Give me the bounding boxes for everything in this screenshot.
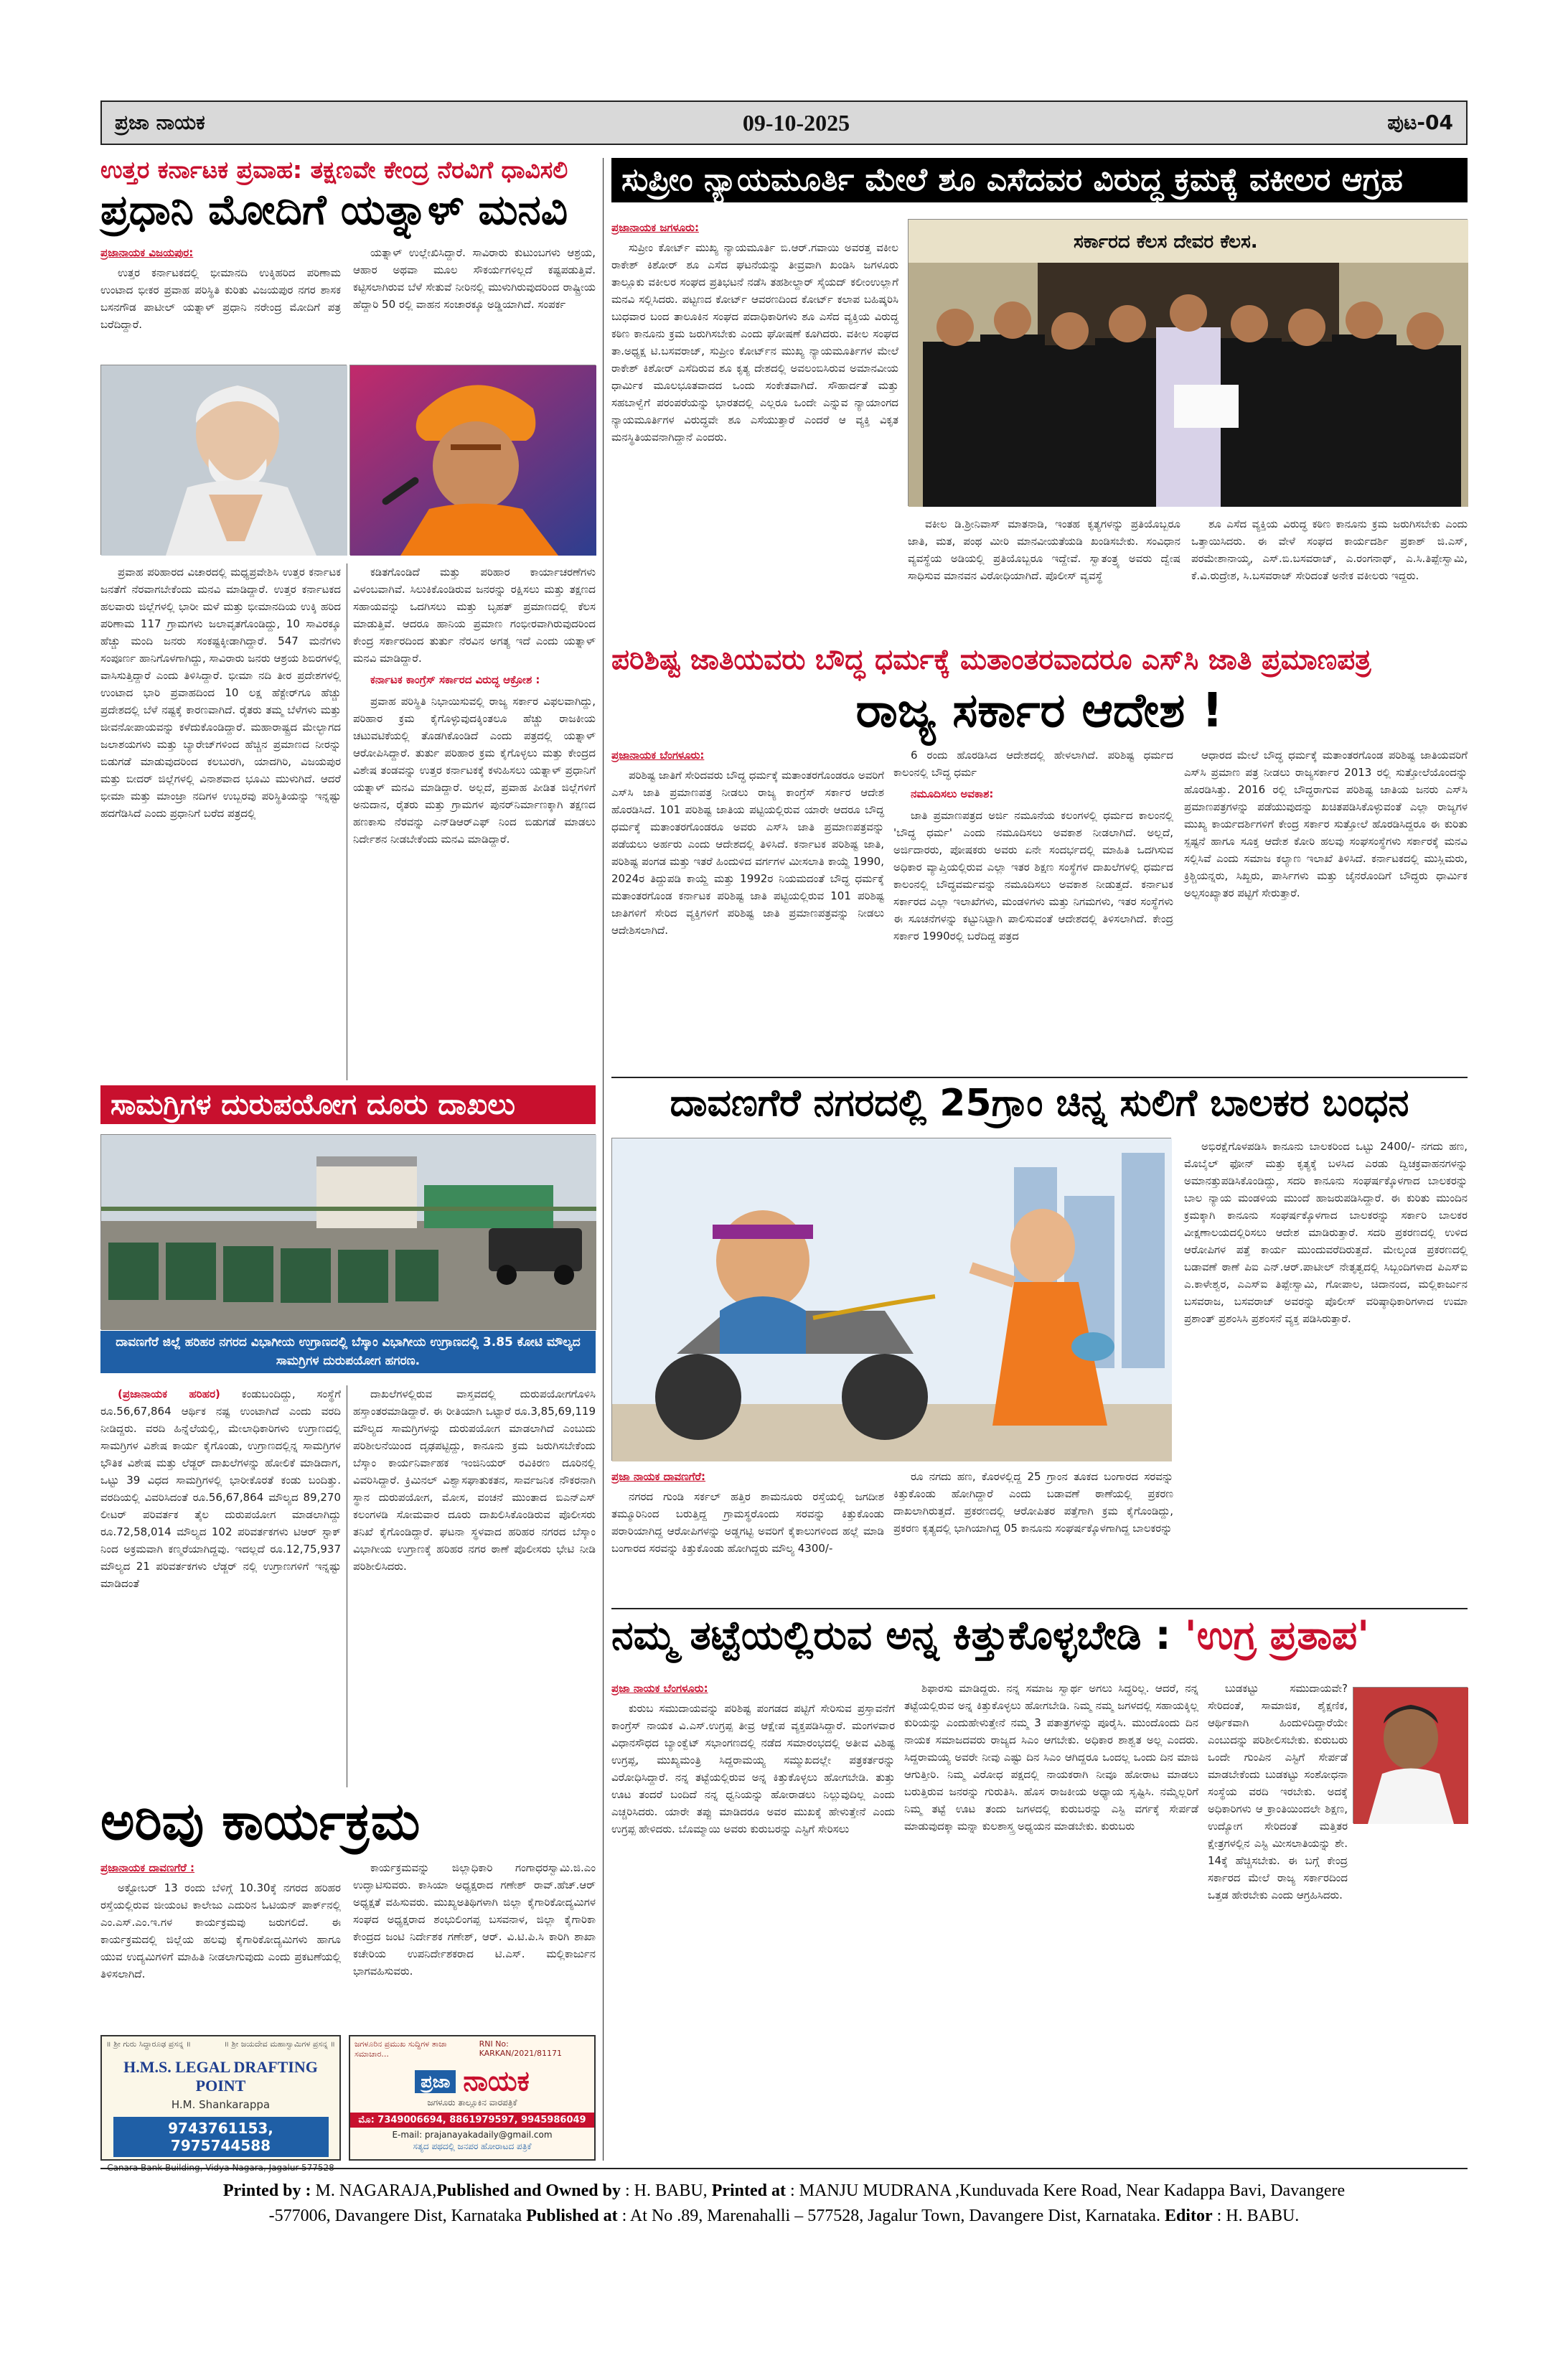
- ugra-quote: 'ಉಗ್ರ ಪ್ರತಾಪ': [1184, 1612, 1370, 1658]
- legal-ad-name: H.M.S. LEGAL DRAFTING POINT: [123, 2058, 318, 2095]
- court-col1-text: ಸುಪ್ರೀಂ ಕೋರ್ಟ್ ಮುಖ್ಯ ನ್ಯಾಯಮೂರ್ತಿ ಬಿ.ಆರ್.ಗವಾಯಿ ಅವರತ್ತ ವಕೀಲ ರಾಕೇಶ್ ಕಿಶೋರ್ ಶೂ ಎಸೆದ ಘಟನೆಯನ್ನು ತೀವ್ರವಾಗಿ ಖಂಡಿಸಿ ಜಗಳೂರು ತಾಲ್ಲೂಕು ವಕೀಲರ ಸಂಘದ ಪ್ರತಿಭಟನೆ ನಡೆಸಿ ತಹಶೀಲ್ದಾರ್ ಸೈಯದ್ ಕಲೀಂಉಲ್ಲಾಗೆ ಮನವಿ ಸಲ್ಲಿಸಿದರು. ಪಟ್ಟಣದ ಕೋರ್ಟ್ ಆವರಣದಿಂದ ಕೋರ್ಟ್ ಕಲಾಪ ಬಹಿಷ್ಕರಿಸಿ ಬುಧವಾರ ಬಂದ ತಾಲೂಕಿನ ಸಂಘದ ಪದಾಧಿಕಾರಿಗಳು ಶೂ ಎಸೆದ ವ್ಯಕ್ತಿಯ ವಿರುದ್ಧ ಕಠಿಣ ಕಾನೂನು ಕ್ರಮ ಜರುಗಿಸಬೇಕು ಎಂದು ಘೋಷಣೆ ಕೂಗಿದರು. ವಕೀಲ ಸಂಘದ ತಾ.ಅಧ್ಯಕ್ಷ ಟಿ.ಬಸವರಾಜ್, ಸುಪ್ರೀಂ ಕೋರ್ಟ್‌ನ ಮುಖ್ಯ ನ್ಯಾಯಮೂರ್ತಿಗಳ ಮೇಲೆ ರಾಕೇಶ್ ಕಿಶೋರ್ ಎಸೆದಿರುವ ಶೂ ಕೃತ್ಯ ದೇಶದಲ್ಲಿ ಅವಲಂಬಿಸಿರುವ ಅಮಾನವೀಯ ಧಾರ್ಮಿಕ ಮೂಲಭೂತವಾದದ ಒಂದು ಸಂಕೇತವಾಗಿದೆ. ಸೌಹಾರ್ದತೆ ಮತ್ತು ಸಹಬಾಳ್ವೆಗೆ ಪರಂಪರೆಯನ್ನು ಭಾರತದಲ್ಲಿ ಎಲ್ಲರೂ ಒಂದೇ ಎನ್ನುವ ನ್ಯಾಯಾಂಗದ ನ್ಯಾಯಮೂರ್ತಿಗಳ ವಿರುದ್ಧವೇ ಶೂ ಎಸೆಯುತ್ತಾರೆ ಎಂದರೆ ಆ ವ್ಯಕ್ತಿ ವಿಕೃತ ಮನಸ್ಥಿತಿಯವನಾಗಿದ್ದಾನೆ ಎಂದರು.: [611, 241, 898, 444]
- issue-date: 09-10-2025: [742, 109, 850, 136]
- court-col1: [611, 219, 898, 635]
- sc-col1-text: ಪರಿಶಿಷ್ಟ ಜಾತಿಗೆ ಸೇರಿದವರು ಬೌದ್ಧ ಧರ್ಮಕ್ಕೆ ಮತಾಂತರಗೊಂಡರೂ ಅವರಿಗೆ ಎಸ್‌ಸಿ ಜಾತಿ ಪ್ರಮಾಣಪತ್ರ ನೀಡಲು ರಾಜ್ಯ ಕಾಂಗ್ರೆಸ್ ಸರ್ಕಾರ ಆದೇಶ ಹೊರಡಿಸಿದೆ. 101 ಪರಿಶಿಷ್ಟ ಜಾತಿಯ ಪಟ್ಟಿಯಲ್ಲಿರುವ ಯಾರೇ ಆದರೂ ಬೌದ್ಧ ಧರ್ಮಕ್ಕೆ ಮತಾಂತರಗೊಂಡರೂ ಅವರು ಎಸ್‌ಸಿ ಜಾತಿ ಪ್ರಮಾಣಪತ್ರವನ್ನು ಪಡೆಯಲು ಅರ್ಹರು ಎಂದು ಆದೇಶದಲ್ಲಿ ತಿಳಿಸಿದೆ. ಕರ್ನಾಟಕ ಪರಿಶಿಷ್ಟ ಜಾತಿ, ಪರಿಶಿಷ್ಟ ಪಂಗಡ ಮತ್ತು ಇತರೆ ಹಿಂದುಳಿದ ವರ್ಗಗಳ ಮೀಸಲಾತಿ ಕಾಯ್ದೆ 1990, 2024ರ ತಿದ್ದುಪಡಿ ಕಾಯ್ದೆ ಮತ್ತು 1992ರ ನಿಯಮದಂತೆ ಬೌದ್ಧ ಧರ್ಮಕ್ಕೆ ಮತಾಂತರಗೊಂಡ ಕರ್ನಾಟಕ ಪರಿಶಿಷ್ಟ ಜಾತಿ ಪಟ್ಟಿಯಲ್ಲಿರುವ 101 ಪರಿಶಿಷ್ಟ ಜಾತಿಗಳಿಗೆ ಸೇರಿದ ವ್ಯಕ್ತಿಗಳಿಗೆ ಪರಿಶಿಷ್ಟ ಜಾತಿ ಪ್ರಮಾಣಪತ್ರವನ್ನು ನೀಡಲು ಆದೇಶಿಸಲಾಗಿದೆ.: [611, 769, 884, 937]
- modi-col1: [100, 244, 341, 359]
- misuse-col2: [353, 1385, 596, 1787]
- legal-ad: [100, 2035, 341, 2161]
- warehouse-caption: ದಾವಣಗೆರೆ ಜಿಲ್ಲೆ ಹರಿಹರ ನಗರದ ವಿಭಾಗೀಯ ಉಗ್ರಾಣದಲ್ಲಿ ಬೆಸ್ಕಾಂ ವಿಭಾಗೀಯ ಉಗ್ರಾಣದಲ್ಲಿ 3.85 ಕೋಟಿ ಮೌಲ್ಯದ ಸಾಮಗ್ರಿಗಳ ದುರುಪಯೋಗ ಹಗರಣ.: [100, 1331, 596, 1373]
- chain-byline: ಪ್ರಜಾ ನಾಯಕ ದಾವಣಗೆರೆ:: [611, 1470, 706, 1483]
- section-rule: [611, 1608, 1468, 1609]
- imprint-office: : At No .89, Marenahalli – 577528, Jagalur Town, Davangere Dist, Karnataka.: [617, 2206, 1165, 2225]
- misuse-col1-text: ಕಂಡುಬಂದಿದ್ದು, ಸಂಸ್ಥೆಗೆ ರೂ.56,67,864 ಆರ್ಥಿಕ ನಷ್ಟ ಉಂಟಾಗಿದೆ ಎಂದು ವರದಿ ನೀಡಿದ್ದರು. ವರದಿ ಹಿನ್ನೆಲೆಯಲ್ಲಿ, ಮೇಲಾಧಿಕಾರಿಗಳು ಉಗ್ರಾಣದಲ್ಲಿ ಸಾಮಗ್ರಿಗಳ ವಿಶೇಷ ಕಾರ್ಯ ಕೈಗೊಂಡು, ಉಗ್ರಾಣದಲ್ಲಿನ್ನ ಸಾಮಗ್ರಿಗಳ ಭೌತಿಕ ವಿಶೇಷ ಮತ್ತು ಲೆಡ್ಜರ್ ದಾಖಲೆಗಳನ್ನು ಹೋಲಿಕೆ ಮಾಡಿದಾಗ, ಒಟ್ಟು 39 ವಿಧದ ಸಾಮಗ್ರಿಗಳಲ್ಲಿ ಭಾರೀಕೊರತೆ ಕಂಡು ಬಂದಿತ್ತು. ವರದಿಯಲ್ಲಿ ವಿವರಿಸಿದಂತೆ ರೂ.56,67,864 ಮೌಲ್ಯದ 89,270 ಲೀಟರ್ ಪರಿವರ್ತಕ ತೈಲ ದುರುಪಯೋಗ ಮಾಡಲಾಗಿದ್ದು ರೂ.72,58,014 ಮೌಲ್ಯದ 102 ಪರಿವರ್ತಕಗಳು ಟಿಆರ್ ಸ್ಟಾಕ್ ನಿಂದ ಅಕ್ರಮವಾಗಿ ಕಣ್ಮರೆಯಾಗಿದ್ದವು. ಇದಲ್ಲದೆ ರೂ.12,75,937 ಮೌಲ್ಯದ 21 ಪರಿವರ್ತಕಗಳು ಲೆಡ್ಜರ್ ನಲ್ಲಿ ಉಗ್ರಾಣಗಳಿಗೆ ಇನ್ನಷ್ಟು ಮಾಡಿದಂತೆ: [100, 1388, 341, 1590]
- imprint-press-address: -577006, Davangere Dist, Karnataka: [268, 2206, 527, 2225]
- chain-illustration: [611, 1138, 1171, 1461]
- sc-col2-text: 6 ರಂದು ಹೊರಡಿಸಿದ ಆದೇಶದಲ್ಲಿ ಹೇಳಲಾಗಿದೆ. ಪರಿಶಿಷ್ಟ ಧರ್ಮದ ಕಾಲಂನಲ್ಲಿ ಬೌದ್ಧ ಧರ್ಮ: [893, 749, 1173, 779]
- imprint-press: : MANJU MUDRANA ,Kunduvada Kere Road, Near Kadappa Bavi, Davangere: [786, 2181, 1346, 2200]
- chain-col3-text: ಅಭಿರಕ್ಷೆಗೊಳಪಡಿಸಿ ಕಾನೂನು ಬಾಲಕರಿಂದ ಒಟ್ಟು 2400/- ನಗದು ಹಣ, ಮೊಬೈಲ್ ಫೋನ್ ಮತ್ತು ಕೃತ್ಯಕ್ಕೆ ಬಳಸಿದ ಎರಡು ದ್ವಿಚಕ್ರವಾಹನಗಳನ್ನು ಅಮಾನತ್ತುಪಡಿಸಿಕೊಂಡಿದ್ದು, ಸದರಿ ಕಾನೂನು ಸಂಘರ್ಷಕ್ಕೊಳಗಾದ ಬಾಲಕರನ್ನು ಬಾಲ ನ್ಯಾಯ ಮಂಡಳಿಯ ಮುಂದೆ ಹಾಜರುಪಡಿಸಿದ್ದಾರೆ. ಈ ಕುರಿತು ಮುಂದಿನ ಕ್ರಮಕ್ಕಾಗಿ ಕಾನೂನು ಸಂಘರ್ಷಕ್ಕೊಳಗಾದ ಬಾಲಕರನ್ನು ಸರ್ಕಾರಿ ಬಾಲಕರ ವೀಕ್ಷಣಾಲಯದಲ್ಲಿರಿಸಲು ಆದೇಶ ಮಾಡಿರುತ್ತಾರೆ. ಸದರಿ ಪ್ರಕರಣದಲ್ಲಿ ಉಳಿದ ಆರೋಪಿಗಳ ಪತ್ತೆ ಕಾರ್ಯ ಮುಂದುವರೆದಿರುತ್ತದೆ. ಮೇಲ್ಕಂಡ ಪ್ರಕರಣದಲ್ಲಿ ಬಡಾವಣೆ ಠಾಣೆ ಪಿಐ ಎನ್.ಆರ್.ಪಾಟೀಲ್ ನೇತೃತ್ವದಲ್ಲಿ ಸಿಬ್ಬಂದಿಗಳಾದ ಪಿಎಸ್ಐ ಎ.ಕಾಳೇಶ್ವರ, ಎಎಸ್‌ಐ ತಿಪ್ಪೇಸ್ವಾಮಿ, ಗೋಪಾಲ, ಚಿದಾನಂದ, ಮಲ್ಲಿಕಾರ್ಜುನ ಬಸವರಾಜ, ಬಸವರಾಜ್ ಅವರನ್ನು ಪೊಲೀಸ್ ವರಿಷ್ಠಾಧಿಕಾರಿಗಳಾದ ಉಮಾ ಪ್ರಶಾಂತ್ ಪ್ರಶಂಸಿಸಿ ಪ್ರಶಂಸನೆ ವ್ಯಕ್ತ ಪಡಿಸಿರುತ್ತಾರೆ.: [1184, 1140, 1468, 1325]
- court-col3-text: ಶೂ ಎಸೆದ ವ್ಯಕ್ತಿಯ ವಿರುದ್ಧ ಕಠಿಣ ಕಾನೂನು ಕ್ರಮ ಜರುಗಿಸಬೇಕು ಎಂದು ಒತ್ತಾಯಿಸಿದರು. ಈ ವೇಳೆ ಸಂಘದ ಕಾರ್ಯದರ್ಶಿ ಪ್ರಕಾಶ್ ಜಿ.ಎಸ್, ಪರಮೇಶಾನಾಯ್ಕ, ಎಸ್.ಬಿ.ಬಸವರಾಜ್, ಎ.ರಂಗನಾಥ್, ಎ.ಸಿ.ತಿಪ್ಪೇಸ್ವಾಮಿ, ಕೆ.ವಿ.ರುದ್ರೇಶ, ಸಿ.ಬಸವರಾಜ್ ಸೇರಿದಂತೆ ಅನೇಕ ವಕೀಲರು ಇದ್ದರು.: [1191, 518, 1468, 582]
- paper-ad-sub: ಜಗಳೂರು ತಾಲ್ಲೂಕಿನ ವಾರಪತ್ರಿಕೆ: [427, 2097, 517, 2108]
- sc-byline: ಪ್ರಜಾನಾಯಕ ಬೆಂಗಳೂರು:: [611, 749, 705, 762]
- ugra-headline: ನಮ್ಮ ತಟ್ಟೆಯಲ್ಲಿರುವ ಅನ್ನ ಕಿತ್ತುಕೊಳ್ಳಬೇಡಿ :: [611, 1612, 1171, 1658]
- ugra-col1: [611, 1680, 895, 2153]
- misuse-headline: ಸಾಮಗ್ರಿಗಳ ದುರುಪಯೋಗ ದೂರು ದಾಖಲು: [100, 1085, 596, 1124]
- paper-name: ಪ್ರಜಾ ನಾಯಕ: [115, 111, 205, 134]
- court-col3: [1191, 515, 1468, 637]
- court-col2: [908, 515, 1180, 637]
- paper-ad-email: E-mail: prajanayakadaily@gmail.com: [392, 2130, 553, 2140]
- chain-col1: [611, 1468, 884, 1601]
- modi-byline: ಪ್ರಜಾನಾಯಕ ವಿಜಯಪುರ:: [100, 246, 194, 259]
- chain-col2-text: ರೂ ನಗದು ಹಣ, ಕೊರಳಲ್ಲಿದ್ದ 25 ಗ್ರಾಂನ ತೂಕದ ಬಂಗಾರದ ಸರವನ್ನು ಕಿತ್ತುಕೊಂಡು ಹೋಗಿದ್ದಾರೆ ಎಂದು ಬಡಾವಣೆ ಠಾಣೆಯಲ್ಲಿ ಪ್ರಕರಣ ದಾಖಲಾಗಿರುತ್ತದೆ. ಪ್ರಕರಣದಲ್ಲಿ ಆರೋಪಿತರ ಪತ್ತೆಗಾಗಿ ಕ್ರಮ ಕೈಗೊಂಡಿದ್ದು, ಪ್ರಕರಣ ಕೃತ್ಯದಲ್ಲಿ ಭಾಗಿಯಾಗಿದ್ದ 05 ಕಾನೂನು ಸಂಘರ್ಷಕ್ಕೊಳಗಾಗಿದ್ದ ಬಾಲಕರನ್ನು: [893, 1470, 1173, 1535]
- imprint-printer: M. NAGARAJA,: [315, 2181, 437, 2200]
- sc-kicker: ಪರಿಶಿಷ್ಟ ಜಾತಿಯವರು ಬೌದ್ಧ ಧರ್ಮಕ್ಕೆ ಮತಾಂತರವಾದರೂ ಎಸ್‌ಸಿ ಜಾತಿ ಪ್ರಮಾಣಪತ್ರ: [611, 644, 1371, 676]
- sc-col3-text: ಜಾತಿ ಪ್ರಮಾಣಪತ್ರದ ಅರ್ಜಿ ನಮೂನೆಯ ಕಲಂಗಳಲ್ಲಿ ಧರ್ಮದ ಕಾಲಂನಲ್ಲಿ 'ಬೌದ್ಧ ಧರ್ಮ' ಎಂದು ನಮೂದಿಸಲು ಅವಕಾಶ ನೀಡಲಾಗಿದೆ. ಅಲ್ಲದೆ, ಅರ್ಜಿದಾರರು, ಪೋಷಕರು ಅವರು ಏನೇ ಸಂದರ್ಭದಲ್ಲಿ ಮಾಹಿತಿ ಒದಗಿಸುವ ಅಧಿಕಾರ ವ್ಯಾಪ್ತಿಯಲ್ಲಿರುವ ಎಲ್ಲಾ ಇತರ ಶಿಕ್ಷಣ ಸಂಸ್ಥೆಗಳ ದಾಖಲೆಗಳಲ್ಲಿ ಧರ್ಮದ ಕಾಲಂನಲ್ಲಿ ಬೌದ್ಧವರ್ಮವನ್ನು ನಮೂದಿಸಲು ಅವಕಾಶ ನೀಡುತ್ತದೆ. ಕರ್ನಾಟಕ ಸರ್ಕಾರದ ಎಲ್ಲಾ ಇಲಾಖೆಗಳು, ಮಂಡಳಿಗಳು ಮತ್ತು ನಿಗಮಗಳು, ಇತರ ಸಂಸ್ಥೆಗಳು ಈ ಸೂಚನೆಗಳನ್ನು ಕಟ್ಟುನಿಟ್ಟಾಗಿ ಪಾಲಿಸುವಂತೆ ಆದೇಶದಲ್ಲಿ ತಿಳಿಸಲಾಗಿದೆ. ಕೇಂದ್ರ ಸರ್ಕಾರ 1990ರಲ್ಲಿ ಬರೆದಿದ್ದ ಪತ್ರದ: [893, 809, 1173, 942]
- ugra-col3: [1208, 1680, 1348, 2153]
- paper-ad-footer: ಸತ್ಯದ ಪಥದಲ್ಲಿ ಜನಪರ ಹೋರಾಟದ ಪತ್ರಿಕೆ: [413, 2141, 532, 2151]
- awareness-col1: [100, 1859, 341, 2028]
- photo-sign: ಸರ್ಕಾರದ ಕೆಲಸ ದೇವರ ಕೆಲಸ.: [1074, 231, 1258, 253]
- yatnal-photo: [349, 365, 596, 555]
- newspaper-page: [100, 100, 1468, 2247]
- modi-col3: [100, 563, 341, 1080]
- chain-col1-text: ನಗರದ ಗುಂಡಿ ಸರ್ಕಲ್ ಹತ್ತಿರ ಶಾಮನೂರು ರಸ್ತೆಯಲ್ಲಿ ಜಗದೀಶ ತಮ್ಮೂರಿನಿಂದ ಬರುತ್ತಿದ್ದ ಗ್ರಾಮಸ್ಥರೊಂದು ಸರವನ್ನು ಕಿತ್ತುಕೊಂಡು ಪರಾರಿಯಾಗಿದ್ದ ಆರೋಪಿಗಳನ್ನು ಅಡ್ಡಗಟ್ಟಿ ಅವರಿಗೆ ಕೈಕಾಲುಗಳಿಂದ ಹಲ್ಲೆ ಮಾಡಿ ಬಂಗಾರದ ಸರವನ್ನು ಕಿತ್ತುಕೊಂಡು ಹೋಗಿದ್ದರು ಮೌಲ್ಯ 4300/-: [611, 1490, 884, 1555]
- imprint-printed-at-label: Printed at: [711, 2181, 786, 2200]
- modi-col3-text: ಪ್ರವಾಹ ಪರಿಹಾರದ ವಿಚಾರದಲ್ಲಿ ಮಧ್ಯಪ್ರವೇಶಿಸಿ ಉತ್ತರ ಕರ್ನಾಟಕ ಜನತೆಗೆ ನೆರವಾಗಬೇಕೆಂದು ಮನವಿ ಮಾಡಿದ್ದಾರೆ. ಉತ್ತರ ಕರ್ನಾಟಕದ ಹಲವಾರು ಜಿಲ್ಲೆಗಳಲ್ಲಿ ಭಾರೀ ಮಳೆ ಮತ್ತು ಭೀಮಾನದಿಯ ಉಕ್ಕಿ ಹರಿದ ಪರಿಣಾಮ 117 ಗ್ರಾಮಗಳು ಜಲಾವೃತಗೊಂಡಿದ್ದು, 10 ಸಾವಿರಕ್ಕೂ ಹೆಚ್ಚು ಮಂದಿ ಜನರು ಸಂಕಷ್ಟಕ್ಕೀಡಾಗಿದ್ದಾರೆ. 547 ಮನೆಗಳು ಸಂಪೂರ್ಣ ಹಾನಿಗೊಳಗಾಗಿದ್ದು, ಸಾವಿರಾರು ಜನರು ಆಶ್ರಯ ಶಿಬಿರಗಳಲ್ಲಿ ವಾಸಿಸುತ್ತಿದ್ದಾರೆ ಎಂದು ತಿಳಿಸಿದ್ದಾರೆ. ಭೀಮಾ ನದಿ ತೀರ ಪ್ರದೇಶಗಳಲ್ಲಿ ಉಂಟಾದ ಭಾರಿ ಪ್ರವಾಹದಿಂದ 10 ಲಕ್ಷ ಹೆಕ್ಟೇರ್‌ಗೂ ಹೆಚ್ಚು ಪ್ರದೇಶದಲ್ಲಿ ಬೆಳೆ ನಷ್ಟಕ್ಕೆ ಕಾರಣವಾಗಿದೆ. ರೈತರು ತಮ್ಮ ಬೆಳೆಗಳು ಮತ್ತು ಜೀವನೋಪಾಯವನ್ನು ಕಳೆದುಕೊಂಡಿದ್ದಾರೆ. ಮಹಾರಾಷ್ಟ್ರದ ಮೇಲ್ಭಾಗದ ಜಲಾಶಯಗಳು ಮತ್ತು ಬ್ಯಾರೇಜ್‌ಗಳಿಂದ ಹೆಚ್ಚಿನ ಪ್ರಮಾಣದ ನೀರನ್ನು ಬಿಡುಗಡೆ ಮಾಡುವುದರಿಂದ ಕಲಬುರಗಿ, ಯಾದಗಿರಿ, ವಿಜಯಪುರ ಮತ್ತು ಬೀದರ್ ಜಿಲ್ಲೆಗಳಲ್ಲಿ ವಿನಾಶವಾದ ಭೂಮಿ ಮುಳುಗಿದೆ. ಆದರೆ ಭೀಮಾ ಮತ್ತು ಮಾಂಜ್ರಾ ನದಿಗಳ ಉಬ್ಬರವು ಪರಿಸ್ಥಿತಿಯನ್ನು ಇನ್ನಷ್ಟು ಹದಗೆಡಿಸಿದೆ ಎಂದು ಪ್ರಧಾನಿಗೆ ಬರೆದ ಪತ್ರದಲ್ಲಿ: [100, 566, 341, 820]
- ugra-col3-text: ಬುಡಕಟ್ಟು ಸಮುದಾಯವೇ? ಸೇರಿದಂತೆ, ಸಾಮಾಜಿಕ, ಶೈಕ್ಷಣಿಕ, ಆರ್ಥಿಕವಾಗಿ ಹಿಂದುಳಿದಿದ್ದಾರೆಯೇ ಎಂಬುದನ್ನು ಪರಿಶೀಲಿಸಬೇಕು. ಕುರುಬರು ಒಂದೇ ಗುಂಪಿನ ಎಸ್ಟಿಗೆ ಸೇರ್ಪಡೆ ಮಾಡಬೇಕೆಂದು ಬುಡಕಟ್ಟು ಸಂಶೋಧನಾ ಸಂಸ್ಥೆಯ ವರದಿ ಇರಬೇಕು. ಅದಕ್ಕೆ ಅಧಿಕಾರಿಗಳು ಆ ಕ್ರಾಂತಿಯಿಂದಲೇ ಶಿಕ್ಷಣ, ಉದ್ಯೋಗ ಸೇರಿದಂತೆ ಮತ್ತಿತರ ಕ್ಷೇತ್ರಗಳಲ್ಲಿನ ಎಸ್ಟಿ ಮೀಸಲಾತಿಯನ್ನು ಶೇ. 14ಕ್ಕೆ ಹೆಚ್ಚಿಸಬೇಕು. ಈ ಬಗ್ಗೆ ಕೇಂದ್ರ ಸರ್ಕಾರದ ಮೇಲೆ ರಾಜ್ಯ ಸರ್ಕಾರದಿಂದ ಒತ್ತಡ ಹೇರಬೇಕು ಎಂದು ಆಗ್ರಹಿಸಿದರು.: [1208, 1682, 1348, 1901]
- sc-col4-text: ಆಧಾರದ ಮೇಲೆ ಬೌದ್ಧ ಧರ್ಮಕ್ಕೆ ಮತಾಂತರಗೊಂಡ ಪರಿಶಿಷ್ಟ ಜಾತಿಯವರಿಗೆ ಎಸ್‌ಸಿ ಪ್ರಮಾಣ ಪತ್ರ ನೀಡಲು ರಾಜ್ಯಸರ್ಕಾರ 2013 ರಲ್ಲಿ ಸುತ್ತೋಲೆಯೊಂದನ್ನು ಹೊರಡಿಸಿತ್ತು. 2016 ರಲ್ಲಿ ಬೌದ್ಧರಾಗುವ ಪರಿಶಿಷ್ಟ ಜಾತಿಯ ಜನರು ಎಸ್‌ಸಿ ಪ್ರಮಾಣಪತ್ರಗಳನ್ನು ಪಡೆಯುವುದನ್ನು ಖಚಿತಪಡಿಸಿಕೊಳ್ಳುವಂತೆ ಎಲ್ಲಾ ರಾಜ್ಯಗಳ ಮುಖ್ಯ ಕಾರ್ಯದರ್ಶಿಗಳಿಗೆ ಕೇಂದ್ರ ಸರ್ಕಾರ ಸುತ್ತೋಲೆ ಹೊರಡಿಸಿದ್ದರೂ ಈ ಕುರಿತು ಸ್ಪಷ್ಟನೆ ಹಾಗೂ ಸೂಕ್ತ ಆದೇಶ ಕೋರಿ ಹಲವು ಸಂಘಸಂಸ್ಥೆಗಳು ಸರ್ಕಾರಕ್ಕೆ ಮನವಿ ಸಲ್ಲಿಸಿವೆ ಎಂದು ಸಮಾಜ ಕಲ್ಯಾಣ ಇಲಾಖೆ ತಿಳಿಸಿದೆ. ಕರ್ನಾಟಕದಲ್ಲಿ ಮುಸ್ಲಿಮರು, ಕ್ರಿಶ್ಚಿಯನ್ನರು, ಸಿಖ್ಖರು, ಪಾರ್ಸಿಗಳು ಮತ್ತು ಜೈನರೊಂದಿಗೆ ಬೌದ್ಧರು ಧಾರ್ಮಿಕ ಅಲ್ಪಸಂಖ್ಯಾತರ ಪಟ್ಟಿಗೆ ಸೇರುತ್ತಾರೆ.: [1184, 749, 1468, 899]
- court-col2-text: ವಕೀಲ ಡಿ.ಶ್ರೀನಿವಾಸ್ ಮಾತನಾಡಿ, ಇಂತಹ ಕೃತ್ಯಗಳನ್ನು ಪ್ರತಿಯೊಬ್ಬರೂ ಜಾತಿ, ಮತ, ಪಂಥ ಮೀರಿ ಮಾನವೀಯತೆಯಡಿ ಖಂಡಿಸಬೇಕು. ಸಂವಿಧಾನ ವ್ಯವಸ್ಥೆಯ ಅಡಿಯಲ್ಲಿ ಪ್ರತಿಯೊಬ್ಬರೂ ಇದ್ದೇವೆ. ಸ್ವಾತಂತ್ರ್ಯ ಅವರು ದ್ವೇಷ ಸಾಧಿಸುವ ಮಾನವನ ವಿರೋಧಿಯಾಗಿದೆ. ಪೊಲೀಸ್ ವ್ಯವಸ್ಥೆ: [908, 518, 1180, 582]
- footer-rule: [100, 2168, 1468, 2169]
- paper-ad-logo-b: ನಾಯಕ: [463, 2065, 530, 2097]
- modi-col5-text: ಪ್ರವಾಹ ಪರಿಸ್ಥಿತಿ ನಿಭಾಯಿಸುವಲ್ಲಿ ರಾಜ್ಯ ಸರ್ಕಾರ ವಿಫಲವಾಗಿದ್ದು, ಪರಿಹಾರ ಕ್ರಮ ಕೈಗೊಳ್ಳುವುದಕ್ಕಿಂತಲೂ ಹೆಚ್ಚು ರಾಜಕೀಯ ಚಟುವಟಿಕೆಯಲ್ಲಿ ತೊಡಗಿಕೊಂಡಿದೆ ಎಂದು ಪತ್ರದಲ್ಲಿ ಯತ್ನಾಳ್ ಆರೋಪಿಸಿದ್ದಾರೆ. ತುರ್ತು ಪರಿಹಾರ ಕ್ರಮ ಕೈಗೊಳ್ಳಲು ಮತ್ತು ಕೇಂದ್ರದ ವಿಶೇಷ ತಂಡವನ್ನು ಉತ್ತರ ಕರ್ನಾಟಕಕ್ಕೆ ಕಳುಹಿಸಲು ಯತ್ನಾಳ್ ಪ್ರಧಾನಿಗೆ ಯತ್ನಾಳ್ ಮನವಿ ಮಾಡಿದ್ದಾರೆ. ಅಲ್ಲದೆ, ಪ್ರವಾಹ ಪೀಡಿತ ಜಿಲ್ಲೆಗಳಿಗೆ ಅನುದಾನ, ರೈತರು ಮತ್ತು ಗ್ರಾಮಗಳ ಪುನರ್‌ನಿರ್ಮಾಣಕ್ಕಾಗಿ ತಕ್ಷಣದ ಹಣಕಾಸು ನೆರವನ್ನು ಎನ್‌ಡಿಆರ್‌ಎಫ್ ನಿಂದ ಬಿಡುಗಡೆ ಮಾಡಲು ನಿರ್ದೇಶನ ನೀಡಬೇಕೆಂದು ಮನವಿ ಮಾಡಿದ್ದಾರೆ.: [353, 695, 596, 846]
- section-rule: [611, 1077, 1468, 1078]
- warehouse-photo: [100, 1134, 596, 1329]
- chain-headline: ದಾವಣಗೆರೆ ನಗರದಲ್ಲಿ 25ಗ್ರಾಂ ಚಿನ್ನ ಸುಲಿಗೆ ಬಾಲಕರ ಬಂಧನ: [670, 1082, 1409, 1125]
- paper-ad: [349, 2035, 596, 2161]
- paper-ad-tagline: ಜಗಳೂರಿನ ಪ್ರಮುಖ ಸುದ್ದಿಗಳ ತಾಜಾ ಸಮಾಚಾರ...: [355, 2039, 447, 2059]
- paper-ad-rni: RNI No: KARKAN/2021/81171: [479, 2039, 562, 2058]
- modi-col1-text: ಉತ್ತರ ಕರ್ನಾಟಕದಲ್ಲಿ ಭೀಮಾನದಿ ಉಕ್ಕಿಹರಿದ ಪರಿಣಾಮ ಉಂಟಾದ ಭೀಕರ ಪ್ರವಾಹ ಪರಿಸ್ಥಿತಿ ಕುರಿತು ವಿಜಯಪುರ ನಗರ ಶಾಸಕ ಬಸನಗೌಡ ಪಾಟೀಲ್ ಯತ್ನಾಳ್ ಪ್ರಧಾನಿ ನರೇಂದ್ರ ಮೋದಿಗೆ ಪತ್ರ ಬರೆದಿದ್ದಾರೆ.: [100, 266, 341, 331]
- imprint-editor: : H. BABU.: [1212, 2206, 1300, 2225]
- ugra-col1-text: ಕುರುಬ ಸಮುದಾಯವನ್ನು ಪರಿಶಿಷ್ಟ ಪಂಗಡದ ಪಟ್ಟಿಗೆ ಸೇರಿಸುವ ಪ್ರಸ್ತಾವನೆಗೆ ಕಾಂಗ್ರೆಸ್ ನಾಯಕ ವಿ.ಎಸ್.ಉಗ್ರಪ್ಪ ತೀವ್ರ ಆಕ್ಷೇಪ ವ್ಯಕ್ತಪಡಿಸಿದ್ದಾರೆ. ಮಂಗಳವಾರ ವಿಧಾನಸೌಧದ ಬ್ಯಾಂಕ್ವೆಟ್ ಸಭಾಂಗಣದಲ್ಲಿ ನಡೆದ ಸಮಾರಂಭದಲ್ಲಿ ಅತೀವ ವಿಶಿಷ್ಟ ಉಗ್ರಪ್ಪ, ಮುಖ್ಯಮಂತ್ರಿ ಸಿದ್ದರಾಮಯ್ಯ ಸಮ್ಮುಖದಲ್ಲೇ ಪತ್ರಕರ್ತರನ್ನು ವಿರೋಧಿಸಿದ್ದಾರೆ. ನನ್ನ ತಟ್ಟೆಯಲ್ಲಿರುವ ಅನ್ನ ಕಿತ್ತುಕೊಳ್ಳಲು ಹೋಗಬೇಡಿ. ತುತ್ತು ಊಟ ತಂದರೆ ಬಂದಿದೆ ನನ್ನ ಧ್ವನಿಯನ್ನು ಹೋರಾಡಲು ನಿಲ್ಲುವುದಿಲ್ಲ ಎಂದು ಎಚ್ಚರಿಸಿದರು. ಯಾರೇ ತಪ್ಪು ಮಾಡಿದರೂ ಅವರ ಮುಖಕ್ಕೆ ಹೇಳುತ್ತೇನೆ ಎಂದು ಉಗ್ರಪ್ಪ ಹೇಳಿದರು. ಬೊಮ್ಮಾಯಿ ಅವರು ಕುರುಬರನ್ನು ಎಸ್ಟಿಗೆ ಸೇರಿಸಲು: [611, 1702, 895, 1835]
- ugra-col2-text: ಶಿಫಾರಸು ಮಾಡಿದ್ದರು. ನನ್ನ ಸಮಾಜ ಸ್ವಾರ್ಥ ಅಗಲು ಸಿದ್ಧರಿಲ್ಲ. ಆದರೆ, ನನ್ನ ತಟ್ಟೆಯಲ್ಲಿರುವ ಅನ್ನ ಕಿತ್ತುಕೊಳ್ಳಲು ಹೋಗಬೇಡಿ. ನಿಮ್ಮ ನಮ್ಮ ಜಗಳದಲ್ಲಿ ಸಹಾಯಕ್ಕಿಲ್ಲ ಕುರಿಯನ್ನು ಎಂದುಹೇಳುತ್ತೇನೆ ನಮ್ಮ 3 ಪತಾತ್ರಗಳನ್ನು ಪೂರೈಸಿ. ಮುಂದೊಂದು ದಿನ ನಾಯಕ ಸಮಾಜದವರು ರಾಜ್ಯದ ಸಿಎಂ ಆಗಬೇಕು. ಅಧಿಕಾರ ಶಾಶ್ವತ ಅಲ್ಲ ಎಂದರು. ಸಿದ್ದರಾಮಯ್ಯ ಅವರೇ ನೀವು ಎಷ್ಟು ದಿನ ಸಿಎಂ ಆಗಿದ್ದರೂ ಒಂದಲ್ಲ ಒಂದು ದಿನ ಮಾಜಿ ಆಗುತ್ತೀರಿ. ನಿಮ್ಮ ವಿರೋಧ ಪಕ್ಷದಲ್ಲಿ ನಾಯಕರಾಗಿ ನೀವೂ ಹೋರಾಟ ಮಾಡಲು ಬರುತ್ತಿರುವ ಜನರನ್ನು ಗುರುತಿಸಿ. ಹೊಸ ರಾಜಕೀಯ ಅಧ್ಯಾಯ ಸೃಷ್ಟಿಸಿ. ನಮ್ಮೆಲ್ಲ‌ರಿಗೆ ನಿಮ್ಮ ತಟ್ಟೆ ಊಟ ತಂದು ಜಗಳದಲ್ಲಿ ಕುರುಬರನ್ನು ಎಸ್ಟಿ ವರ್ಗಕ್ಕೆ ಸೇರ್ಪಡೆ ಮಾಡುವುದಕ್ಕಾ ಮನ್ನಾ ಕುಲಶಾಸ್ತ್ರ ಅಧ್ಯಯನ ಮಾಡಬೇಕು. ಕುರುಬರು: [904, 1682, 1198, 1833]
- misuse-byline: (ಪ್ರಜಾನಾಯಕ ಹರಿಹರ): [118, 1388, 220, 1400]
- sc-subhead: ನಮೂದಿಸಲು ಅವಕಾಶ:: [911, 787, 994, 800]
- modi-subhead: ಕರ್ನಾಟಕ ಕಾಂಗ್ರೆಸ್ ಸರ್ಕಾರದ ವಿರುದ್ಧ ಆಕ್ರೋಶ :: [370, 673, 540, 686]
- awareness-col2: [353, 1859, 596, 2028]
- modi-col2: [353, 244, 596, 359]
- court-headline: ಸುಪ್ರೀಂ ನ್ಯಾಯಮೂರ್ತಿ ಮೇಲೆ ಶೂ ಎಸೆದವರ ವಿರುದ್ಧ ಕ್ರಮಕ್ಕೆ ವಕೀಲರ ಆಗ್ರಹ: [611, 158, 1468, 202]
- sc-headline: ರಾಜ್ಯ ಸರ್ಕಾರ ಆದೇಶ !: [855, 683, 1224, 738]
- imprint-published-at-label: Published at: [526, 2206, 618, 2225]
- sc-col1: [611, 747, 884, 1070]
- modi-col4-text: ಕಡಿತಗೊಂಡಿದೆ ಮತ್ತು ಪರಿಹಾರ ಕಾರ್ಯಾಚರಣೆಗಳು ವಿಳಂಬವಾಗಿವೆ. ಸಿಲುಕಿಕೊಂಡಿರುವ ಜನರನ್ನು ರಕ್ಷಿಸಲು ಮತ್ತು ತಕ್ಷಣದ ಸಹಾಯವನ್ನು ಒದಗಿಸಲು ಮತ್ತು ಬೃಹತ್ ಪ್ರಮಾಣದಲ್ಲಿ ಕೆಲಸ ಮಾಡುತ್ತಿವೆ. ಆದರೂ ಹಾನಿಯ ಪ್ರಮಾಣ ಗಂಭೀರವಾಗಿರುವುದರಿಂದ ಕೇಂದ್ರ ಸರ್ಕಾರದಿಂದ ತುರ್ತು ನೆರವಿನ ಅಗತ್ಯ ಇದೆ ಎಂದು ಯತ್ನಾಳ್ ಮನವಿ ಮಾಡಿದ್ದಾರೆ.: [353, 566, 596, 665]
- modi-col4: [353, 563, 596, 1080]
- misuse-col1: [100, 1385, 341, 1787]
- modi-kicker: ಉತ್ತರ ಕರ್ನಾಟಕ ಪ್ರವಾಹ: ತಕ್ಷಣವೇ ಕೇಂದ್ರ ನೆರವಿಗೆ ಧಾವಿಸಲಿ: [100, 156, 568, 184]
- ugra-headline-row: [611, 1612, 1468, 1658]
- court-byline: ಪ್ರಜಾನಾಯಕ ಜಗಳೂರು:: [611, 221, 699, 234]
- sc-col3: [1184, 747, 1468, 1070]
- masthead: [100, 100, 1468, 145]
- paper-ad-logo-a: ಪ್ರಜಾ: [415, 2070, 456, 2093]
- modi-col2-text: ಯತ್ನಾಳ್ ಉಲ್ಲೇಖಿಸಿದ್ದಾರೆ. ಸಾವಿರಾರು ಕುಟುಂಬಗಳು ಆಶ್ರಯ, ಆಹಾರ ಅಥವಾ ಮೂಲ ಸೌಕರ್ಯಗಳಿಲ್ಲದೆ ಕಷ್ಟಪಡುತ್ತಿವೆ. ಕಟ್ಟಿಸಲಾಗಿರುವ ಬೆಳೆ ಸೇತುವೆ ನೀರಿನಲ್ಲಿ ಮುಳುಗಿರುವುದರಿಂದ ರಾಷ್ಟ್ರೀಯ ಹೆದ್ದಾರಿ 50 ರಲ್ಲಿ ವಾಹನ ಸಂಚಾರಕ್ಕೂ ಅಡ್ಡಿಯಾಗಿದೆ. ಸಂಪರ್ಕ: [353, 246, 596, 311]
- chain-col2: [893, 1468, 1173, 1601]
- imprint-printed-by-label: Printed by :: [222, 2181, 316, 2200]
- chain-col3: [1184, 1138, 1468, 1601]
- imprint-editor-label: Editor: [1164, 2206, 1213, 2225]
- legal-ad-top-left: ॥ ಶ್ರೀ ಗುರು ಸಿದ್ದಾರೂಢ ಪ್ರಸನ್ನ ॥: [106, 2039, 192, 2049]
- page-number: ಪುಟ-04: [1387, 111, 1453, 134]
- modi-headline: ಪ್ರಧಾನಿ ಮೋದಿಗೆ ಯತ್ನಾಳ್ ಮನವಿ: [100, 185, 568, 234]
- paper-ad-phones: ಮೊ: 7349006694, 8861979597, 9945986049: [350, 2113, 594, 2128]
- legal-ad-owner: H.M. Shankarappa: [171, 2098, 271, 2111]
- ugra-byline: ಪ್ರಜಾ ನಾಯಕ ಬೆಂಗಳೂರು:: [611, 1682, 708, 1695]
- ugra-col2: [904, 1680, 1198, 2153]
- ugrappa-photo: [1353, 1687, 1468, 1823]
- imprint-published-label: Published and Owned by: [436, 2181, 621, 2200]
- awareness-col2-text: ಕಾರ್ಯಕ್ರಮವನ್ನು ಜಿಲ್ಲಾಧಿಕಾರಿ ಗಂಗಾಧರಸ್ವಾಮಿ.ಜಿ.ಎಂ ಉದ್ಘಾಟಿಸುವರು. ಕಾಸಿಯಾ ಅಧ್ಯಕ್ಷರಾದ ಗಣೇಶ್ ರಾವ್.ಹೆಚ್.ಆರ್ ಅಧ್ಯಕ್ಷತೆ ವಹಿಸುವರು. ಮುಖ್ಯಅತಿಥಿಗಳಾಗಿ ಜಿಲ್ಲಾ ಕೈಗಾರಿಕೋದ್ಯಮಿಗಳ ಸಂಘದ ಅಧ್ಯಕ್ಷರಾದ ಶಂಭುಲಿಂಗಪ್ಪ ಬಸವನಾಳ, ಜಿಲ್ಲಾ ಕೈಗಾರಿಕಾ ಕೇಂದ್ರದ ಜಂಟಿ ನಿರ್ದೇಶಕ ಗಣೇಶ್, ಆರ್. ವಿ.ಟಿ.ಪಿ.ಸಿ ಕಾರಿಗಿ ಶಾಖಾ ಕಚೇರಿಯ ಉಪನಿರ್ದೇಶಕರಾದ ಟಿ.ಎಸ್. ಮಲ್ಲಿಕಾರ್ಜುನ ಭಾಗವಹಿಸುವರು.: [353, 1861, 596, 1978]
- main-divider: [603, 158, 604, 2161]
- legal-ad-top-right: ॥ ಶ್ರೀ ಜಯದೇವ ಮಹಾಸ್ವಾಮಿಗಳ ಪ್ರಸನ್ನ ॥: [224, 2039, 335, 2049]
- awareness-col1-text: ಅಕ್ಟೋಬರ್ 13 ರಂದು ಬೆಳಿಗ್ಗೆ 10.30ಕ್ಕೆ ನಗರದ ಹರಿಹರ ರಸ್ತೆಯಲ್ಲಿರುವ ಜೀಯಂಟಿ ಕಾಲೇಜು ಎದುರಿನ ಓಟಿಯನ್ ಪಾರ್ಕ್‌ನಲ್ಲಿ ಎಂ.ಎಸ್.ಎಂ.ಇ.ಗಳ ಕಾರ್ಯಕ್ರಮವು ಜರುಗಲಿದೆ. ಈ ಕಾರ್ಯಕ್ರಮದಲ್ಲಿ ಜಿಲ್ಲೆಯ ಹಲವು ಕೈಗಾರಿಕೋದ್ಯಮಿಗಳು ಹಾಗೂ ಯುವ ಉದ್ಯಮಿಗಳಿಗೆ ಮಾಹಿತಿ ನೀಡಲಾಗುವುದು ಎಂದು ಪ್ರಕಟಣೆಯಲ್ಲಿ ತಿಳಿಸಲಾಗಿದೆ.: [100, 1881, 341, 1980]
- modi-photo: [100, 365, 347, 555]
- imprint-publisher: : H. BABU,: [621, 2181, 712, 2200]
- misuse-col2-text: ದಾಖಲೆಗಳಲ್ಲಿರುವ ವಾಸ್ತವದಲ್ಲಿ ದುರುಪಯೋಗಗೊಳಿಸಿ ಹಸ್ತಾಂತರಮಾಡಿದ್ದಾರೆ. ಈ ರೀತಿಯಾಗಿ ಒಟ್ಟಾರೆ ರೂ.3,85,69,119 ಮೌಲ್ಯದ ಸಾಮಗ್ರಿಗಳನ್ನು ದುರುಪಯೋಗ ಮಾಡಲಾಗಿದೆ ಎಂಬುದು ಪರಿಶೀಲನೆಯಿಂದ ದೃಢಪಟ್ಟಿದ್ದು, ಕಾನೂನು ಕ್ರಮ ಜರುಗಿಸಬೇಕೆಂದು ಬೆಸ್ಕಾಂ ಕಾರ್ಯನಿರ್ವಾಹಕ ಇಂಜಿನಿಯರ್ ರವಿಕಿರಣ ದೂರಿನಲ್ಲಿ ವಿವರಿಸಿದ್ದಾರೆ. ಕ್ರಿಮಿನಲ್ ವಿಶ್ವಾಸಘಾತುಕತನ, ಸಾರ್ವಜನಿಕ ನೌಕರನಾಗಿ ಸ್ಥಾನ ದುರುಪಯೋಗ, ಮೋಸ, ವಂಚನೆ ಮುಂತಾದ ಬಿಎನ್‌ಎಸ್ ಕಲಂಗಳಡಿ ಸೋಮವಾರ ದೂರು ದಾಖಲಿಸಿಕೊಂಡಿರುವ ಪೊಲೀಸರು ತನಿಖೆ ಕೈಗೊಂಡಿದ್ದಾರೆ. ಘಟನಾ ಸ್ಥಳವಾದ ಹರಿಹರ ನಗರದ ಬೆಸ್ಕಾಂ ವಿಭಾಗೀಯ ಉಗ್ರಾಣಕ್ಕೆ ಹರಿಹರ ನಗರ ಠಾಣೆ ಪೊಲೀಸರು ಭೇಟಿ ನೀಡಿ ಪರಿಶೀಲಿಸಿದರು.: [353, 1388, 596, 1573]
- lawyers-photo: [908, 219, 1468, 506]
- legal-ad-phones: 9743761153, 7975744588: [113, 2117, 329, 2157]
- awareness-headline: ಅರಿವು ಕಾರ್ಯಕ್ರಮ: [100, 1791, 421, 1851]
- awareness-byline: ಪ್ರಜಾನಾಯಕ ದಾವಣಗೆರೆ :: [100, 1861, 195, 1874]
- imprint: [100, 2179, 1468, 2229]
- sc-col2: [893, 747, 1173, 1070]
